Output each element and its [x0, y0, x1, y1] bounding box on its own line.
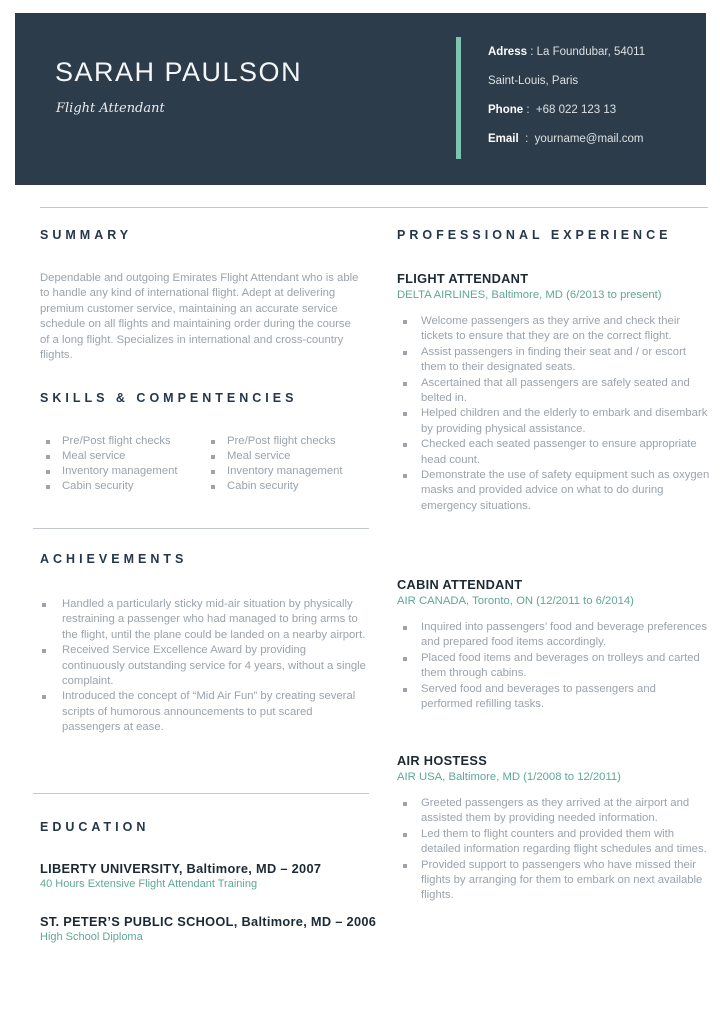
bullet-icon [403, 864, 407, 868]
job-bullet [397, 376, 710, 407]
bullet-icon [403, 351, 407, 355]
achievement-item [40, 689, 370, 735]
job-bullet-list [397, 796, 710, 904]
job-role: AIR HOSTESS [397, 753, 488, 768]
job-bullet-text: Demonstrate the use of safety equipment such as oxygen masks and provided advice on what to do during emergency situations. [421, 469, 710, 512]
bullet-icon [46, 455, 50, 459]
summary-title: SUMMARY [40, 228, 133, 242]
bullet-icon [211, 485, 215, 489]
skill-item [205, 479, 370, 494]
education-title: EDUCATION [40, 820, 150, 834]
job-meta: AIR USA, Baltimore, MD (1/2008 to 12/2011) [397, 771, 621, 783]
section-achievements [40, 552, 370, 736]
job-bullet-text: Provided support to passengers who have missed their flights by arranging for them to embark on next available flights. [421, 858, 703, 902]
job-bullet-text: Ascertained that all passengers are safely seated and belted in. [421, 376, 690, 405]
contact-label: Phone [488, 104, 524, 116]
achievements-list [40, 597, 370, 736]
job-air-hostess [397, 753, 710, 904]
job-bullet [397, 858, 710, 904]
bullet-icon [46, 485, 50, 489]
bullet-icon [403, 626, 407, 630]
bullet-icon [211, 470, 215, 474]
section-education [40, 820, 380, 943]
skill-item [40, 434, 205, 449]
job-bullet [397, 796, 710, 827]
job-bullet [397, 620, 710, 651]
skill-label: Pre/Post flight checks [227, 435, 336, 447]
skill-label: Inventory management [62, 465, 178, 477]
bullet-icon [403, 657, 407, 661]
education-detail: 40 Hours Extensive Flight Attendant Training [40, 878, 258, 890]
person-name: SARAH PAULSON [55, 57, 303, 87]
contact-line-address [488, 46, 645, 75]
achievements-title: ACHIEVEMENTS [40, 552, 188, 566]
skills-column-1 [40, 434, 205, 494]
education-entry [40, 861, 380, 890]
section-summary [40, 228, 362, 363]
skills-title: SKILLS & COMPENTENCIES [40, 391, 298, 405]
contact-separator: : [527, 46, 537, 58]
skill-item [205, 434, 370, 449]
divider-header [40, 207, 708, 208]
bullet-icon [211, 455, 215, 459]
skill-label: Cabin security [62, 480, 134, 492]
contact-value: La Foundubar, 54011 [536, 46, 646, 58]
education-entry [40, 914, 380, 943]
section-skills [40, 391, 370, 494]
job-bullet-text: Helped children and the elderly to embark and disembark by providing physical assistance. [421, 407, 708, 435]
experience-title: PROFESSIONAL EXPERIENCE [397, 228, 672, 242]
job-bullet-text: Led them to flight counters and provided them with detailed information regarding flight schedules and times. [421, 827, 707, 856]
bullet-icon [211, 440, 215, 444]
bullet-icon [403, 474, 407, 478]
contact-value: Saint-Louis, Paris [488, 75, 579, 87]
job-bullet [397, 827, 710, 858]
education-detail: High School Diploma [40, 931, 143, 943]
job-cabin-attendant [397, 577, 710, 712]
education-school: ST. PETER’S PUBLIC SCHOOL, Baltimore, MD – 2006 [40, 914, 377, 929]
bullet-icon [42, 695, 46, 699]
skill-item [40, 464, 205, 479]
skill-label: Pre/Post flight checks [62, 435, 171, 447]
bullet-icon [403, 833, 407, 837]
bullet-icon [403, 802, 407, 806]
job-flight-attendant [397, 271, 710, 514]
skills-columns [40, 434, 370, 494]
contact-separator: : [518, 133, 535, 145]
job-bullet [397, 468, 710, 514]
contact-line-address2 [488, 75, 645, 104]
job-bullet [397, 406, 710, 437]
achievement-item [40, 643, 370, 689]
contact-block [488, 46, 645, 162]
skill-item [40, 449, 205, 464]
bullet-icon [403, 320, 407, 324]
job-bullet-text: Welcome passengers as they arrive and check their tickets to ensure that they are on the correct flight. [421, 315, 681, 343]
job-bullet-list [397, 314, 710, 514]
accent-bar [456, 37, 461, 159]
bullet-icon [403, 382, 407, 386]
contact-value: yourname@mail.com [534, 133, 644, 145]
contact-label: Adress [488, 46, 527, 58]
job-meta: AIR CANADA, Toronto, ON (12/2011 to 6/2014) [397, 595, 634, 607]
skill-item [40, 479, 205, 494]
skill-label: Inventory management [227, 465, 343, 477]
bullet-icon [46, 440, 50, 444]
achievement-text: Received Service Excellence Award by providing continuously outstanding service for 4 years, without a single complaint. [62, 644, 366, 688]
summary-text: Dependable and outgoing Emirates Flight Attendant who is able to handle any kind of international flight. Adept at delivering premium customer service, maintaining an accurate service schedule on all flights and maintaining order during the course of a long flight. Specializes in international and cross-country flights. [40, 272, 359, 362]
divider-left-1 [33, 528, 369, 529]
contact-line-phone [488, 104, 645, 133]
skill-item [205, 464, 370, 479]
job-bullet-text: Placed food items and beverages on trolleys and carted them through cabins. [421, 651, 700, 680]
header-banner [15, 13, 706, 185]
bullet-icon [403, 688, 407, 692]
job-bullet [397, 651, 710, 682]
job-role: FLIGHT ATTENDANT [397, 271, 529, 286]
job-bullet-text: Inquired into passengers’ food and beverage preferences and prepared food items accordingly. [421, 621, 707, 649]
achievement-item [40, 597, 370, 643]
contact-value: +68 022 123 13 [535, 104, 617, 116]
person-job-title: Flight Attendant [56, 101, 165, 116]
achievement-text: Introduced the concept of “Mid Air Fun” by creating several scripts of humorous announcements to put scared passengers at ease. [62, 690, 356, 734]
job-bullet-text: Assist passengers in finding their seat and / or escort them to their designated seats. [421, 345, 686, 374]
contact-line-email [488, 133, 645, 162]
job-bullet-text: Greeted passengers as they arrived at the airport and assisted them by providing needed information. [421, 797, 690, 825]
contact-separator: : [523, 104, 536, 116]
bullet-icon [403, 443, 407, 447]
skill-label: Cabin security [227, 480, 299, 492]
achievement-text: Handled a particularly sticky mid-air situation by physically restraining a passenger who had managed to bring arms to the flight, until the plane could be landed on a nearby airport. [62, 598, 366, 641]
job-bullet [397, 345, 710, 376]
job-role: CABIN ATTENDANT [397, 577, 523, 592]
bullet-icon [46, 470, 50, 474]
job-bullet-text: Checked each seated passenger to ensure appropriate head count. [421, 438, 697, 466]
bullet-icon [42, 649, 46, 653]
education-school: LIBERTY UNIVERSITY, Baltimore, MD – 2007 [40, 861, 322, 876]
job-meta: DELTA AIRLINES, Baltimore, MD (6/2013 to present) [397, 289, 662, 301]
skill-label: Meal service [227, 450, 291, 462]
skill-item [205, 449, 370, 464]
divider-left-2 [33, 793, 369, 794]
job-bullet-text: Served food and beverages to passengers and performed refilling tasks. [421, 682, 656, 711]
bullet-icon [403, 412, 407, 416]
skill-label: Meal service [62, 450, 126, 462]
bullet-icon [42, 603, 46, 607]
skills-column-2 [205, 434, 370, 494]
job-bullet [397, 437, 710, 468]
contact-label: Email [488, 133, 519, 145]
job-bullet [397, 314, 710, 345]
job-bullet-list [397, 620, 710, 712]
section-experience [397, 228, 710, 242]
job-bullet [397, 682, 710, 713]
